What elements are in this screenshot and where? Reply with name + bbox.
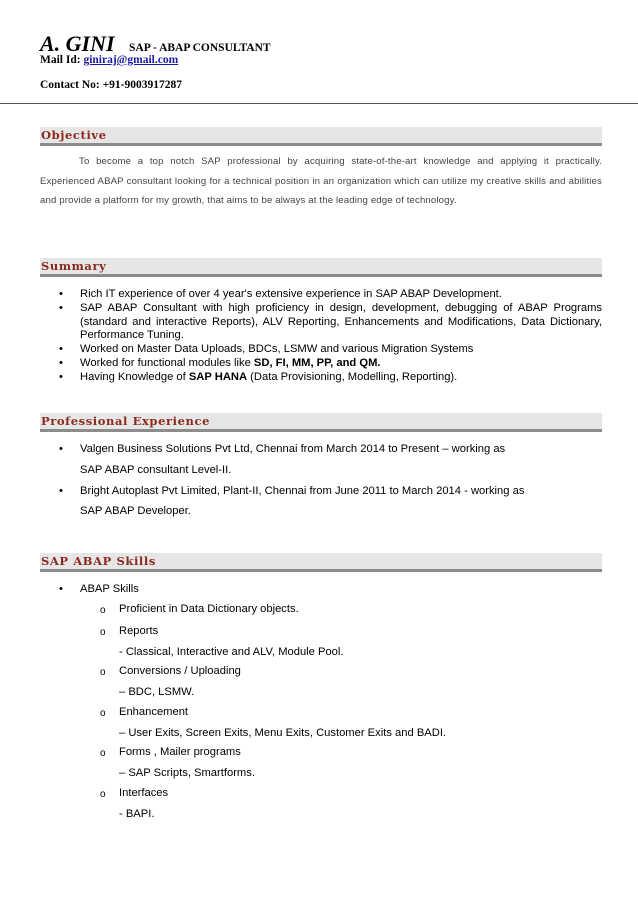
bullet-icon: •: [59, 485, 63, 497]
mail-line: [40, 54, 178, 66]
contact-value: +91-9003917287: [102, 79, 182, 91]
skill-sub-detail: - BAPI.: [119, 808, 155, 820]
bullet-icon: •: [59, 443, 63, 455]
candidate-name: A. GINI: [40, 31, 115, 56]
skill-sub-detail: – BDC, LSMW.: [119, 686, 195, 698]
contact-line: [40, 79, 182, 91]
skill-sub-detail: - Classical, Interactive and ALV, Module Pool.: [119, 646, 344, 658]
experience-item-line1: Bright Autoplast Pvt Limited, Plant-II, Chennai from June 2011 to March 2014 - working as: [80, 485, 525, 497]
bullet-icon: •: [59, 370, 63, 383]
summary-item: • Having Knowledge of SAP HANA (Data Provisioning, Modelling, Reporting).: [59, 370, 458, 383]
skill-sub-title: Forms , Mailer programs: [119, 746, 241, 758]
experience-heading-rule: [40, 429, 602, 432]
contact-label: Contact No:: [40, 79, 103, 91]
skill-sub-detail: – SAP Scripts, Smartforms.: [119, 767, 255, 779]
experience-item-line2: SAP ABAP Developer.: [80, 505, 191, 517]
mail-label: Mail Id:: [40, 54, 84, 66]
skills-heading-rule: [40, 569, 602, 572]
bullet-icon: •: [59, 343, 63, 356]
summary-item: • SAP ABAP Consultant with high proficiency in design, development, debugging of ABAP Programs (standard and interactive Reports), ALV Reporting, Enhancements and Modifications, Data Dictionary, Performance Tuning.: [59, 301, 602, 342]
experience-heading: Professional Experience: [40, 413, 602, 429]
mail-link[interactable]: giniraj@gmail.com: [83, 54, 179, 66]
skill-sub-detail: – User Exits, Screen Exits, Menu Exits, Customer Exits and BADI.: [119, 727, 447, 739]
summary-heading: Summary: [40, 258, 602, 274]
candidate-role: SAP - ABAP CONSULTANT: [129, 42, 271, 54]
summary-item: • Rich IT experience of over 4 year's extensive experience in SAP ABAP Development.: [59, 288, 502, 300]
experience-item-line2: SAP ABAP consultant Level-II.: [80, 464, 232, 476]
bullet-icon: •: [59, 301, 63, 314]
skill-sub-title: Proficient in Data Dictionary objects.: [119, 603, 299, 615]
summary-item: • Worked on Master Data Uploads, BDCs, LSMW and various Migration Systems: [59, 343, 474, 356]
skill-sub-title: Reports: [119, 625, 159, 637]
summary-heading-rule: [40, 274, 602, 277]
skills-heading: SAP ABAP Skills: [40, 553, 602, 569]
skills-main-item: ABAP Skills: [80, 583, 139, 595]
objective-heading: Objective: [40, 127, 602, 143]
circle-bullet-icon: o: [100, 605, 106, 616]
circle-bullet-icon: o: [100, 708, 106, 719]
bullet-icon: •: [59, 356, 63, 369]
skill-sub-title: Interfaces: [119, 787, 169, 799]
objective-text: To become a top notch SAP professional by acquiring state-of-the-art knowledge and applying it practically. Experienced ABAP consultant looking for a technical position in an organization which can utilize my creative skills and abilities and provide a platform for my growth, that aims to be always at the leading edge of technology.: [40, 156, 602, 206]
skill-sub-title: Enhancement: [119, 706, 189, 718]
circle-bullet-icon: o: [100, 748, 106, 759]
circle-bullet-icon: o: [100, 627, 106, 638]
bullet-icon: •: [59, 288, 63, 300]
skill-sub-title: Conversions / Uploading: [119, 665, 241, 677]
header-divider: [0, 103, 638, 104]
summary-list: [40, 288, 602, 385]
bullet-icon: •: [59, 583, 63, 595]
summary-item: • Worked for functional modules like SD, FI, MM, PP, and QM.: [59, 356, 381, 369]
objective-heading-rule: [40, 143, 602, 146]
circle-bullet-icon: o: [100, 667, 106, 678]
circle-bullet-icon: o: [100, 789, 106, 800]
experience-item-line1: Valgen Business Solutions Pvt Ltd, Chennai from March 2014 to Present – working as: [80, 443, 506, 455]
